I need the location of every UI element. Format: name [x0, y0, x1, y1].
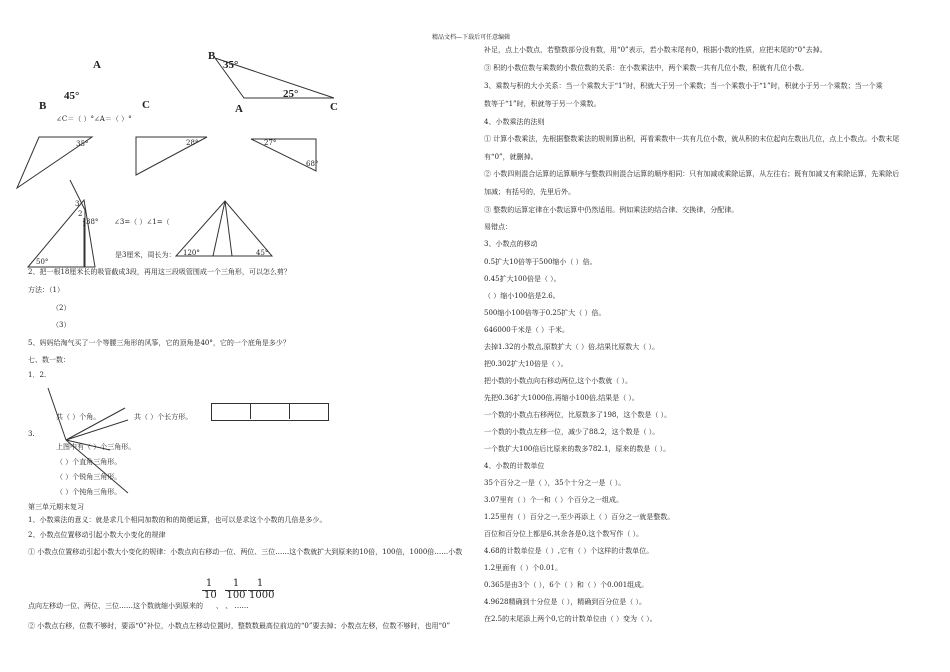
right-line-18: 去掉1.32的小数点,原数扩大（ ）倍,结果比原数大（ ）。: [484, 343, 659, 351]
angle-label-45: 45°: [64, 90, 80, 102]
right-line-11: 易错点：: [484, 223, 512, 231]
fraction-1-1000: 1 1000: [249, 578, 275, 601]
right-line-30: 4.68的计数单位是（ ）,它有（ ）个这样的计数单位。: [484, 547, 654, 555]
right-line-2: ③ 积的小数位数与乘数的小数位数的关系：在小数乘法中，两个乘数一共有几位小数，积就有几位小数。: [484, 64, 809, 72]
fraction-bar: [202, 590, 216, 591]
right-line-19: 把0.302扩大10倍是（ ）。: [484, 360, 568, 368]
triangle-angle-68: 68°: [306, 160, 319, 168]
right-line-32: 0.365是由3个（ ），6个（ ）和（ ）个0.001组成。: [484, 581, 649, 589]
side-note: 是3厘米，周长为：: [115, 251, 176, 259]
angle-label-35: 35°: [223, 59, 239, 71]
method-3: （3）: [52, 321, 71, 329]
question-3: 3.: [28, 430, 35, 438]
vertex-label-c2: C: [330, 101, 338, 113]
angle-120-label: 120°: [183, 249, 200, 257]
angle-label-25: 25°: [283, 88, 299, 100]
right-line-23: 一个数的小数点左移一位，减少了88.2，这个数是（ ）。: [484, 428, 660, 436]
rectangle-divider: [250, 403, 251, 419]
right-line-12: 3、小数点的移动: [484, 240, 538, 248]
right-line-27: 3.07里有（ ）个一和（ ）个百分之一组成。: [484, 496, 624, 504]
right-line-14: 0.45扩大100倍是（ ）。: [484, 275, 561, 283]
right-line-20: 把小数的小数点向右移动两位,这个小数就（ ）。: [484, 377, 632, 385]
right-line-33: 4.9628精确到十分位是（ ），精确到百分位是（ ）。: [484, 598, 646, 606]
right-line-25: 4、小数的计数单位: [484, 462, 545, 470]
count-angles: 共（ ）个角。: [56, 413, 101, 421]
vertex-label-a: A: [93, 59, 101, 71]
method-2: （2）: [52, 304, 71, 312]
fraction-bar: [248, 590, 274, 591]
section-7: 七、数一数：: [28, 356, 70, 364]
angle-50-label: 50°: [36, 258, 49, 266]
review-1: 1、小数乘法的意义：就是求几个相同加数的和的简便运算，也可以是求这个小数的几倍是多少。: [28, 516, 327, 524]
review-2: 2、小数点位置移动引起小数大小变化的规律: [28, 531, 166, 539]
triangle-angle-27: 27°: [264, 139, 277, 147]
review-3: ① 小数点位置移动引起小数大小变化的规律：小数点向右移动一位、两位、三位……这个数就扩大到原来的10倍，100倍，1000倍……小数: [28, 548, 463, 556]
right-line-15: （ ）缩小100倍是2.6。: [484, 292, 560, 300]
fill-angles-2: ∠3=（ ）∠1=（: [114, 218, 170, 226]
fraction-1-100: 1 100: [226, 578, 246, 601]
question-5: 5、妈妈给淘气买了一个等腰三角形的风筝，它的顶角是40°，它的一个底角是多少？: [28, 339, 290, 347]
review-4-end: 、 、 ……: [216, 602, 249, 610]
angle-1-label: 1: [82, 220, 87, 228]
review-4: 点向左移动一位、两位、三位……这个数就缩小到原来的: [28, 602, 203, 610]
triangle-count-right: （ ）个直角三角形。: [56, 458, 122, 466]
angle-45-label: 45°: [256, 249, 269, 257]
vertex-label-b2: B: [208, 50, 216, 62]
triangle-120-45: [176, 201, 272, 256]
angle-38-label: 38°: [86, 218, 99, 226]
right-line-7: 有“0”，就删掉。: [484, 153, 538, 161]
right-line-31: 1.2里面有（ ）个0.01。: [484, 564, 562, 572]
right-line-24: 一个数扩大100倍后比原来的数多782.1，原来的数是（ ）。: [484, 445, 671, 453]
fraction-1-10: 1 10: [204, 578, 217, 601]
right-line-6: ① 计算小数乘法，先根据整数乘法的规则算出积，再看乘数中一共有几位小数，就从积的末位起向左数出几位，点上小数点。小数末尾: [484, 135, 900, 143]
right-line-16: 500缩小100倍等于0.25扩大（ ）倍。: [484, 309, 606, 317]
right-line-1: 补足，点上小数点，若整数部分没有数，用“0”表示，若小数末尾有0，根据小数的性质，应把末尾的“0”去掉。: [484, 46, 827, 54]
triangle-angle-28: 28°: [186, 139, 199, 147]
right-line-34: 在2.5的末尾添上两个0,它的计数单位由（ ）变为（ ）。: [484, 615, 657, 623]
rectangle-count-figure: [211, 403, 329, 421]
right-line-5: 4、小数乘法的法则: [484, 118, 545, 126]
right-line-9: 加减；有括号的，先里后外。: [484, 188, 575, 196]
question-1-2: 1．2.: [28, 371, 47, 379]
vertex-label-a2: A: [235, 103, 243, 115]
right-line-3: 3、乘数与积的大小关系：当一个乘数大于“1”时，积就大于另一个乘数；当一个乘数小于“1”时，积就小于另一个乘数；当一个乘: [484, 82, 883, 90]
right-line-26: 35个百分之一是（ ），35个十分之一是（ ）。: [484, 479, 626, 487]
triangle-count-total: 上图中有（ ）个三角形。: [56, 443, 136, 451]
method-1: 方法：（1）: [28, 286, 64, 294]
right-line-21: 先把0.36扩大1000倍,再缩小100倍,结果是（ ）。: [484, 394, 639, 402]
count-rectangles: 共（ ）个长方形。: [134, 413, 193, 421]
triangle-count-obtuse: （ ）个钝角三角形。: [56, 488, 122, 496]
right-line-17: 646000千米是（ ）千米。: [484, 326, 569, 334]
review-5: ② 小数点右移，位数不够时，要添“0”补位，小数点左移动位置时，整数数最高位前边的“0”要去掉；小数点左移，位数不够时，也用“0”: [28, 622, 451, 630]
right-line-8: ② 小数四则混合运算的运算顺序与整数四则混合运算的顺序相同：只有加减或乘除运算，从左往右；既有加减又有乘除运算，先乘除后: [484, 170, 900, 178]
vertex-label-c: C: [142, 99, 150, 111]
vertex-label-b: B: [39, 100, 47, 112]
right-line-28: 1.25里有（ ）百分之一,至少再添上（ ）百分之一就是整数。: [484, 513, 675, 521]
right-line-10: ③ 整数的运算定律在小数运算中仍然适用。例如乘法的结合律、交换律，分配律。: [484, 206, 739, 214]
triangle-angle-35: 35°: [76, 140, 89, 148]
right-line-22: 一个数的小数点右移两位，比原数多了198，这个数是（ ）。: [484, 411, 672, 419]
right-line-13: 0.5扩大10倍等于500缩小（ ）倍。: [484, 258, 597, 266]
page-header: 精品文档---下载后可任意编辑: [432, 34, 511, 41]
fraction-bar: [225, 590, 247, 591]
fill-angles-1: ∠C＝（ ）°∠A＝（ ）°: [56, 115, 132, 123]
unit3-heading: 第三单元期末复习: [28, 503, 84, 511]
rectangle-divider: [289, 403, 290, 419]
triangle-count-acute: （ ）个锐角三角形。: [56, 473, 122, 481]
angle-3-label: 3: [75, 200, 80, 208]
right-line-4: 数等于“1”时，积就等于另一个乘数。: [484, 100, 601, 108]
question-2: 2、把一根18厘米长的吸管截成3段，再用这三段吸管围成一个三角形，可以怎么剪？: [28, 268, 291, 276]
angle-2-label: 2: [78, 210, 83, 218]
right-line-29: 百位和百分位上都是6,其余各是0,这个数写作（ ）。: [484, 530, 644, 538]
